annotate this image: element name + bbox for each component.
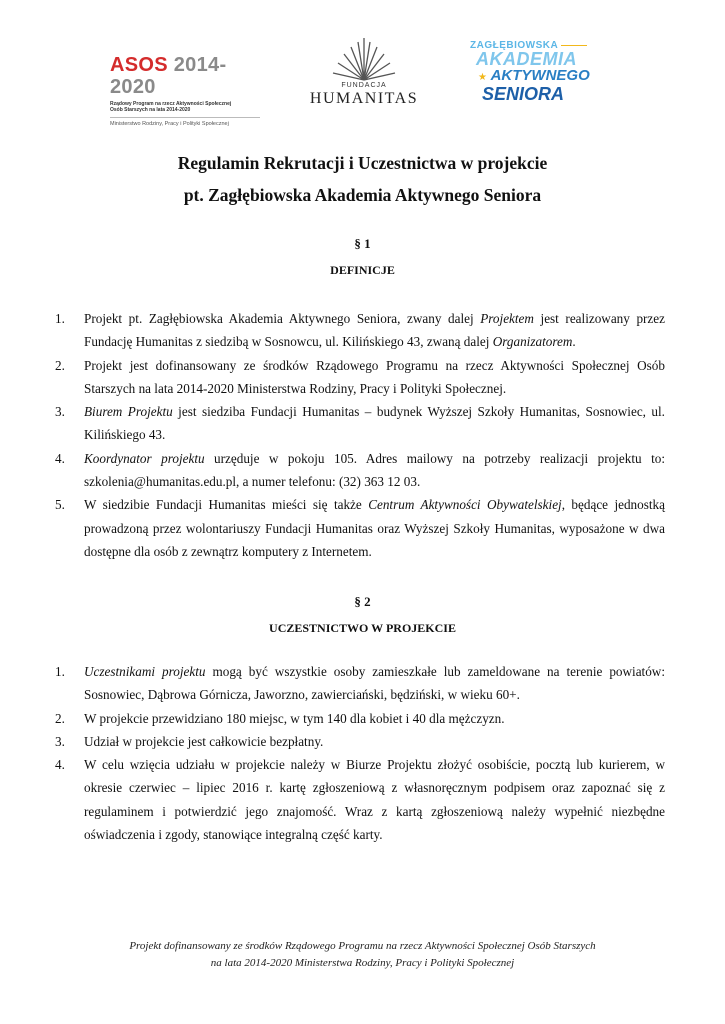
section-number: § 2 xyxy=(354,594,371,609)
section-1-list xyxy=(55,307,665,563)
section-heading: UCZESTNICTWO W PROJEKCIE xyxy=(269,621,456,635)
asos-logo-subtitle: Rządowy Program na rzecz Aktywności Społecznej Osób Starszych na lata 2014-2020 xyxy=(110,101,232,113)
star-icon: ★ xyxy=(478,72,487,83)
list-item: 2. W projekcie przewidziano 180 miejsc, w tym 140 dla kobiet i 40 dla mężczyzn. xyxy=(55,710,505,726)
zaaa-logo-line2: ★ AKTYWNEGO xyxy=(478,67,590,84)
section-heading: DEFINICJE xyxy=(330,263,395,277)
section-number: § 1 xyxy=(354,236,371,251)
humanitas-rays-icon xyxy=(329,36,399,82)
asos-divider xyxy=(110,117,260,118)
section-1-header xyxy=(0,231,725,283)
zaaa-logo-line3: SENIORA xyxy=(482,84,565,104)
section-2-header xyxy=(0,589,725,641)
document-title: Regulamin Rekrutacji i Uczestnictwa w projekcie pt. Zagłębiowska Akademia Aktywnego Seniora xyxy=(177,153,548,205)
asos-logo xyxy=(110,54,270,127)
list-item: 2. Projekt jest dofinansowany ze środków Rządowego Programu na rzecz Aktywności Społecznej Osób Starszych na lata 2014-2020 Ministerstwa Rodziny, Pracy i Polityki Społecznej. xyxy=(55,357,665,396)
humanitas-logo-small: FUNDACJA xyxy=(341,82,387,89)
zaaa-logo-top: ZAGŁĘBIOWSKA xyxy=(470,40,620,51)
list-item: 4. W celu wzięcia udziału w projekcie należy w Biurze Projektu złożyć osobiście, pocztą lub kurierem, w okresie czerwiec – lipiec 2016 r. kartę zgłoszeniową z własnoręcznym podpisem oraz zapoznać się z regulaminem i potwierdzić jego znajomość. Wraz z kartą zgłoszeniową należy wypełnić niezbędne oświadczenia i zgody, stanowiące integralną część karty. xyxy=(55,757,665,843)
asos-ministry: Ministerstwo Rodziny, Pracy i Polityki Społecznej xyxy=(110,121,229,127)
zaaa-logo-line1: AKADEMIA xyxy=(476,49,577,69)
list-item: 3. Udział w projekcie jest całkowicie bezpłatny. xyxy=(55,733,324,749)
list-item: 4. Koordynator projektu urzęduje w pokoju 105. Adres mailowy na potrzeby realizacji projektu to: szkolenia@humanitas.edu.pl, a numer telefonu: (32) 363 12 03. xyxy=(55,450,665,490)
page-footer: Projekt dofinansowany ze środków Rządowego Programu na rzecz Aktywności Społecznej Osób Starszych na lata 2014-2020 Ministerstwa Rodziny, Pracy i Polityki Społecznej xyxy=(129,940,596,969)
section-2-list xyxy=(55,660,665,846)
zaaa-logo xyxy=(470,40,620,103)
list-item: 5. W siedzibie Fundacji Humanitas mieści się także Centrum Aktywności Obywatelskiej, będące jednostką prowadzoną przez wolontariuszy Fundacji Humanitas oraz Wyższej Szkoły Humanitas, wyposażone w dwa dostępne dla osób z zewnątrz komputery z Internetem. xyxy=(55,497,665,559)
asos-logo-title: ASOS 2014-2020 xyxy=(110,54,227,98)
humanitas-logo-name: HUMANITAS xyxy=(309,90,419,107)
list-item: 1. Projekt pt. Zagłębiowska Akademia Aktywnego Seniora, zwany dalej Projektem jest realizowany przez Fundację Humanitas z siedzibą w Sosnowcu, ul. Kilińskiego 43, zwaną dalej Organizatorem. xyxy=(55,311,665,350)
humanitas-logo xyxy=(304,36,424,107)
logo-bar xyxy=(0,36,725,126)
list-item: 3. Biurem Projektu jest siedziba Fundacji Humanitas – budynek Wyższej Szkoły Humanitas, Sosnowiec, ul. Kilińskiego 43. xyxy=(55,404,665,443)
list-item: 1. Uczestnikami projektu mogą być wszystkie osoby zamieszkałe lub zameldowane na terenie powiatów: Sosnowiec, Dąbrowa Górnicza, Jaworzno, zawierciański, będziński, w wieku 60+. xyxy=(55,664,665,703)
